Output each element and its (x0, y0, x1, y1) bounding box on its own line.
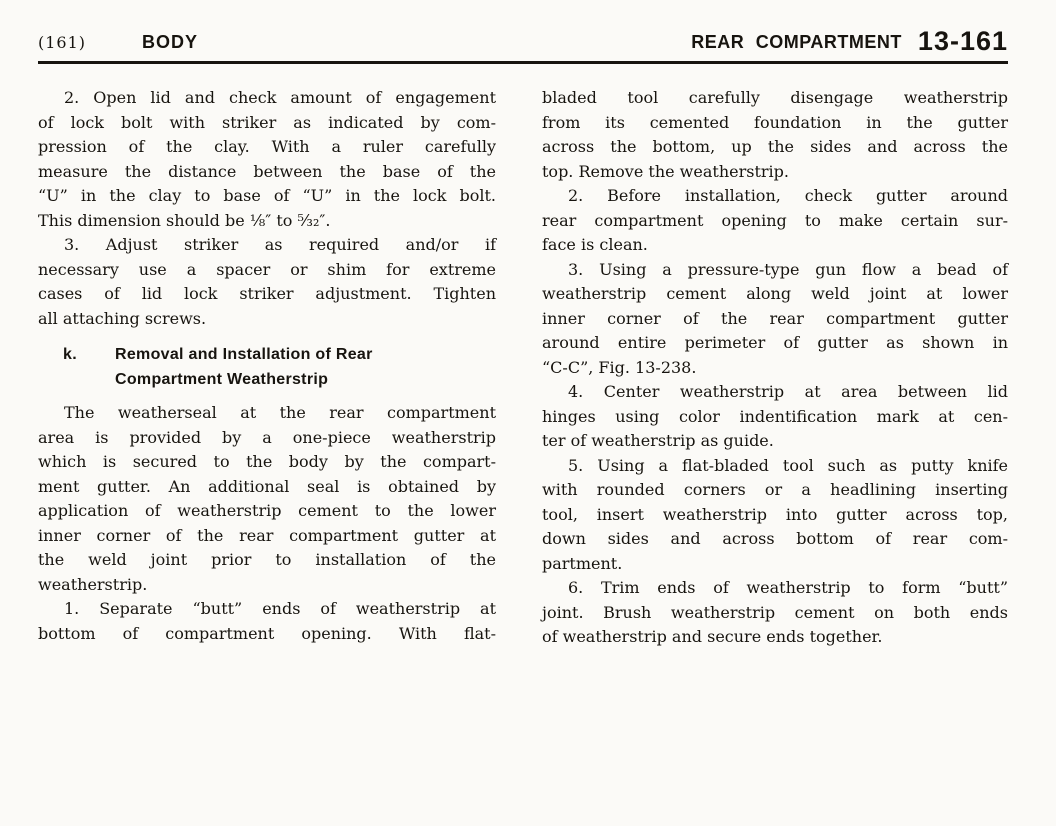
text-line: tool, insert weatherstrip into gutter across top, (542, 504, 1008, 524)
page-number: 13-161 (917, 26, 1008, 56)
text-line: face is clean. (542, 235, 648, 254)
text-line: around entire perimeter of gutter as shown in (542, 333, 1008, 352)
paragraph (542, 86, 1008, 184)
text-line: from its cemented foundation in the gutter (542, 112, 1008, 132)
text-line: 6. Trim ends of weatherstrip to form “butt” (568, 578, 1008, 597)
paragraph (542, 576, 1008, 650)
text-line: 4. Center weatherstrip at area between lid (568, 382, 1008, 401)
text-line: cases of lid lock striker adjustment. Tighten (38, 284, 496, 303)
subsection-heading-line (63, 342, 496, 367)
paragraph (542, 258, 1008, 381)
header-right (691, 24, 1008, 55)
text-line: hinges using color indentification mark at cen- (542, 406, 1008, 426)
text-line: measure the distance between the base of the (38, 161, 496, 181)
text-line: This dimension should be ⅛″ to ⁵⁄₃₂″. (38, 210, 331, 230)
text-line: application of weatherstrip cement to the lower (38, 501, 496, 520)
text-line: 5. Using a flat-bladed tool such as putty knife (568, 455, 1008, 475)
text-line: partment. (542, 553, 623, 573)
section-title: BODY (142, 32, 199, 52)
text-line: which is secured to the body by the compart- (38, 452, 496, 471)
subsection-label: k. (63, 346, 77, 363)
text-line: area is provided by a one-piece weatherstrip (38, 427, 496, 447)
text-line: “C-C”, Fig. 13-238. (542, 357, 697, 377)
text-line: “U” in the clay to base of “U” in the lock bolt. (38, 186, 496, 205)
text-line: of lock bolt with striker as indicated by com- (38, 112, 496, 132)
left-column (38, 86, 496, 650)
text-line: inner corner of the rear compartment gutter at (38, 525, 496, 545)
text-line: bottom of compartment opening. With flat- (38, 623, 496, 643)
paragraph (542, 184, 1008, 258)
subsection-title-line2: Compartment Weatherstrip (115, 371, 329, 388)
paragraph (38, 401, 496, 597)
text-line: the weld joint prior to installation of the (38, 550, 496, 569)
text-line: necessary use a spacer or shim for extreme (38, 259, 496, 279)
text-line: bladed tool carefully disengage weatherstrip (542, 88, 1008, 107)
text-line: all attaching screws. (38, 308, 207, 328)
right-column (542, 86, 1008, 650)
subsection-heading (63, 342, 496, 392)
page-header (38, 24, 1008, 64)
text-line: top. Remove the weatherstrip. (542, 161, 789, 181)
chapter-title: REAR COMPARTMENT (691, 32, 902, 52)
paragraph (542, 380, 1008, 454)
text-line: 2. Before installation, check gutter around (568, 186, 1008, 205)
paragraph (38, 597, 496, 646)
text-line: weatherstrip cement along weld joint at lower (542, 284, 1008, 303)
text-line: inner corner of the rear compartment gutter (542, 308, 1008, 328)
text-line: 3. Using a pressure-type gun flow a bead of (568, 259, 1008, 279)
subsection-title-line1: Removal and Installation of Rear (115, 346, 373, 363)
paragraph (542, 454, 1008, 577)
text-line: The weatherseal at the rear compartment (64, 403, 496, 422)
text-line: pression of the clay. With a ruler carefully (38, 137, 496, 156)
text-line: 1. Separate “butt” ends of weatherstrip at (64, 599, 496, 618)
text-line: down sides and across bottom of rear com- (542, 529, 1008, 548)
page-ref: (161) (38, 33, 87, 52)
paragraph (38, 233, 496, 331)
text-columns (38, 86, 1008, 650)
text-line: 2. Open lid and check amount of engagement (64, 88, 496, 107)
paragraph (38, 86, 496, 233)
text-line: rear compartment opening to make certain sur- (542, 210, 1008, 230)
text-line: weatherstrip. (38, 574, 148, 594)
text-line: ter of weatherstrip as guide. (542, 431, 774, 450)
header-left (38, 32, 198, 53)
text-line: 3. Adjust striker as required and/or if (64, 235, 496, 254)
text-line: across the bottom, up the sides and across the (542, 137, 1008, 156)
text-line: joint. Brush weatherstrip cement on both ends (542, 602, 1008, 622)
text-line: of weatherstrip and secure ends together. (542, 627, 883, 646)
text-line: with rounded corners or a headlining inserting (542, 480, 1008, 499)
text-line: ment gutter. An additional seal is obtained by (38, 476, 496, 496)
